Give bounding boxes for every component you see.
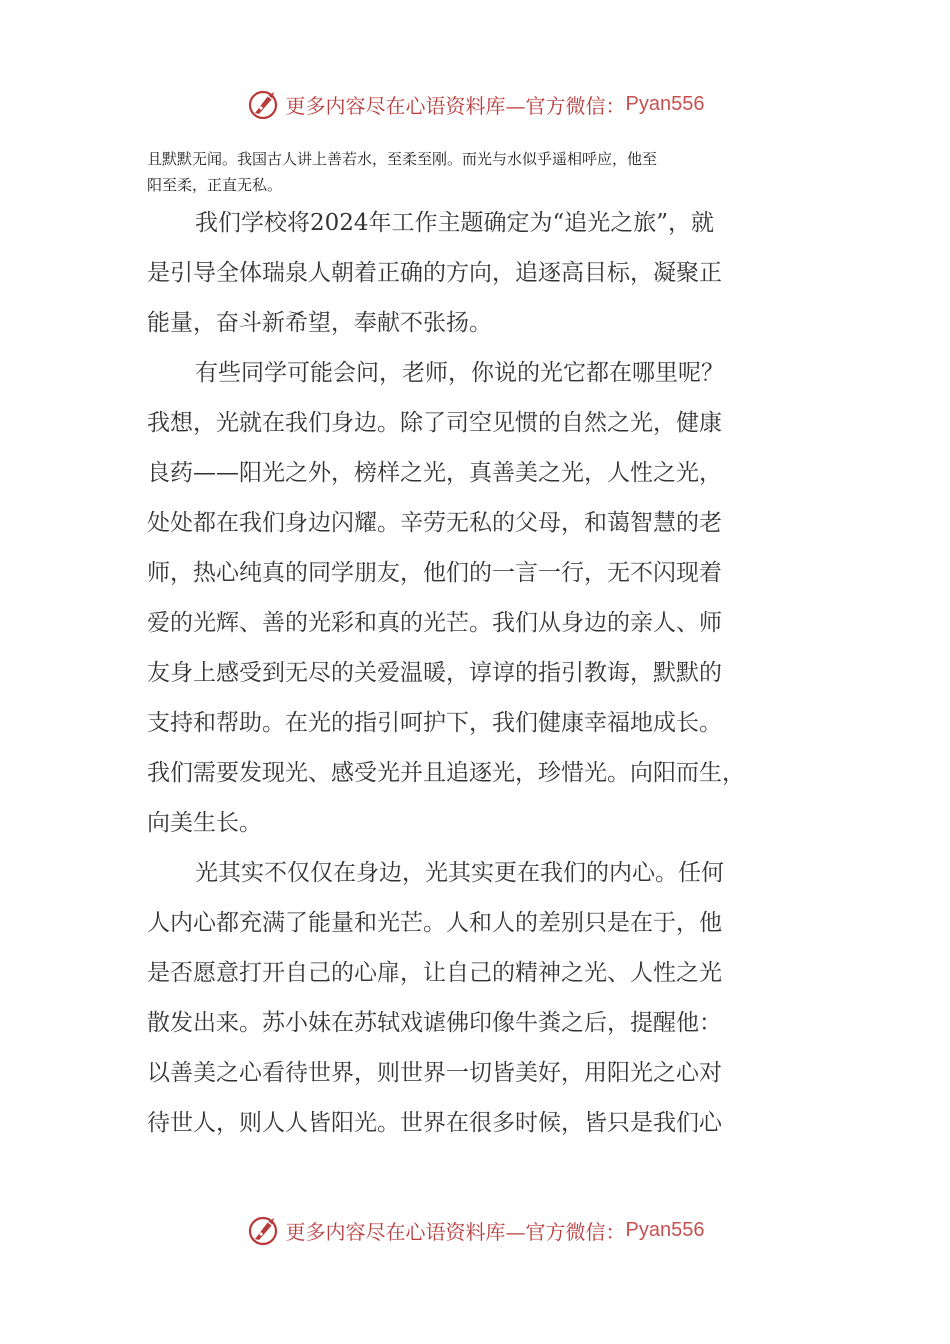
paragraph-1 bbox=[147, 198, 797, 348]
intro-text bbox=[147, 146, 797, 198]
text-line: 有些同学可能会问，老师，你说的光它都在哪里呢？ bbox=[195, 360, 724, 386]
text-line: 爱的光辉、善的光彩和真的光芒。我们从身边的亲人、师 bbox=[147, 610, 722, 636]
footer-wechat-id: Pyan556 bbox=[625, 1218, 705, 1241]
text-line: 能量，奋斗新希望，奉献不张扬。 bbox=[147, 310, 492, 336]
text-line: 光其实不仅仅在身边，光其实更在我们的内心。任何 bbox=[195, 860, 724, 886]
header-banner bbox=[0, 84, 950, 124]
paragraph-3 bbox=[147, 848, 797, 1148]
text-line: 待世人，则人人皆阳光。世界在很多时候，皆只是我们心 bbox=[147, 1110, 722, 1136]
text-line: 我们学校将2024年工作主题确定为“追光之旅”，就 bbox=[195, 210, 715, 236]
text-line: 向美生长。 bbox=[147, 810, 262, 836]
pen-nib-circle-icon bbox=[246, 1212, 282, 1248]
text-line: 师，热心纯真的同学朋友，他们的一言一行，无不闪现着 bbox=[147, 560, 722, 586]
header-wechat-id: Pyan556 bbox=[625, 92, 705, 115]
document-body bbox=[147, 198, 797, 1148]
text-line: 散发出来。苏小妹在苏轼戏谑佛印像牛粪之后，提醒他： bbox=[147, 1010, 722, 1036]
text-line: 是否愿意打开自己的心扉，让自己的精神之光、人性之光 bbox=[147, 960, 722, 986]
text-line: 友身上感受到无尽的关爱温暖，谆谆的指引教诲，默默的 bbox=[147, 660, 722, 686]
text-line: 是引导全体瑞泉人朝着正确的方向，追逐高目标，凝聚正 bbox=[147, 260, 722, 286]
text-line: 我们需要发现光、感受光并且追逐光，珍惜光。向阳而生， bbox=[147, 760, 745, 786]
text-line: 良药——阳光之外，榜样之光，真善美之光，人性之光， bbox=[147, 460, 722, 486]
pen-nib-circle-icon bbox=[246, 86, 282, 122]
text-line: 人内心都充满了能量和光芒。人和人的差别只是在于，他 bbox=[147, 910, 722, 936]
text-line: 以善美之心看待世界，则世界一切皆美好，用阳光之心对 bbox=[147, 1060, 722, 1086]
paragraph-2 bbox=[147, 348, 797, 848]
text-line: 处处都在我们身边闪耀。辛劳无私的父母，和蔼智慧的老 bbox=[147, 510, 722, 536]
footer-brand-text: 更多内容尽在心语资料库—官方微信： bbox=[285, 1219, 626, 1244]
header-brand-text: 更多内容尽在心语资料库—官方微信： bbox=[285, 93, 626, 118]
text-line: 我想，光就在我们身边。除了司空见惯的自然之光，健康 bbox=[147, 410, 722, 436]
text-line: 支持和帮助。在光的指引呵护下，我们健康幸福地成长。 bbox=[147, 710, 722, 736]
footer-banner bbox=[0, 1210, 950, 1250]
intro-line: 阳至柔，正直无私。 bbox=[147, 176, 283, 194]
intro-line: 且默默无闻。我国古人讲上善若水，至柔至刚。而光与水似乎遥相呼应，他至 bbox=[147, 150, 658, 168]
